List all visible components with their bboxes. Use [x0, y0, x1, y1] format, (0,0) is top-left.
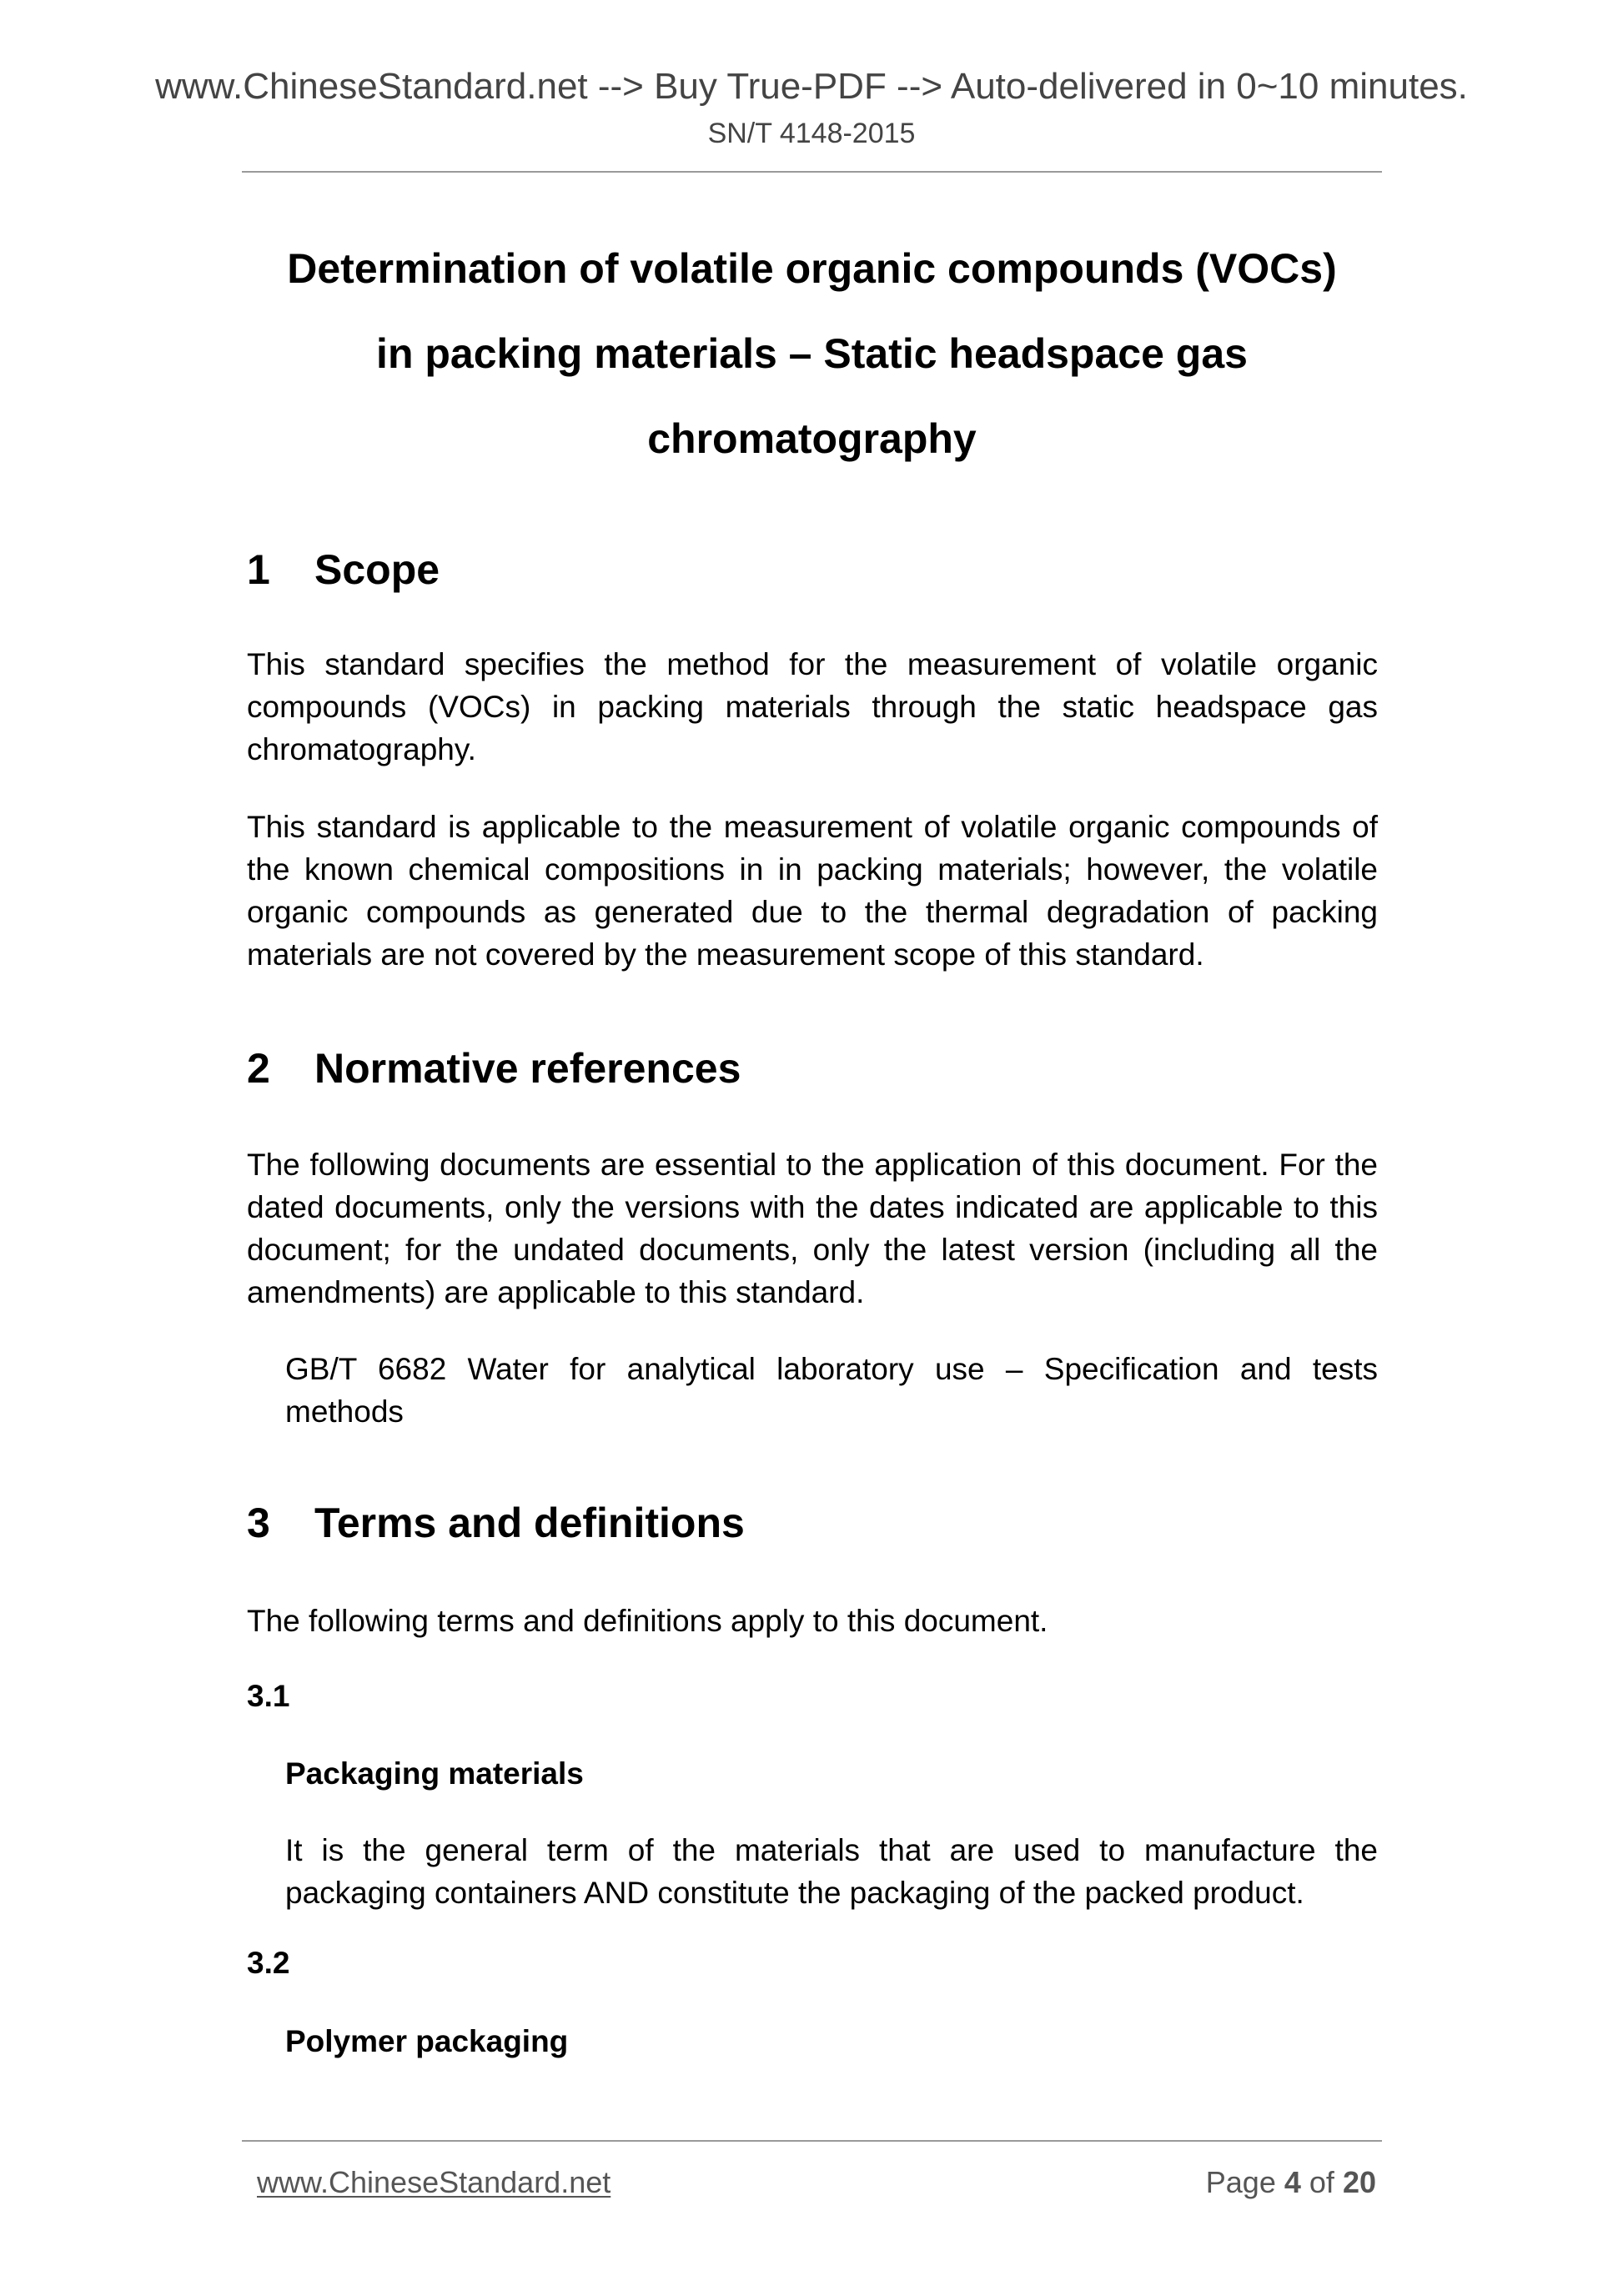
header-divider: [242, 171, 1382, 173]
page-prefix: Page: [1205, 2165, 1276, 2199]
term-polymer-packaging: Polymer packaging: [285, 2024, 569, 2058]
terms-intro-paragraph: The following terms and definitions apply to this document.: [247, 1604, 1048, 1638]
title-line-1: Determination of volatile organic compounds (VOCs): [287, 245, 1337, 292]
footer-website-link[interactable]: www.ChineseStandard.net: [257, 2165, 611, 2199]
section-number: 3: [247, 1500, 270, 1546]
scope-paragraph-2: This standard is applicable to the measurement of volatile organic compounds of the known chemical compositions in in packing materials; however, the volatile organic compounds as generated due to the thermal degradation of packing materials are not covered by the measurement scope of this standard.: [247, 810, 1378, 972]
scope-paragraph-1: This standard specifies the method for the measurement of volatile organic compounds (VOCs) in packing materials through the static headspace gas chromatography.: [247, 647, 1378, 766]
page-of: of: [1309, 2165, 1334, 2199]
page-indicator: [1206, 2165, 1376, 2200]
section-heading-terms-and-definitions: [247, 1498, 745, 1548]
term-number-3-2: 3.2: [247, 1946, 290, 1980]
title-line-2: in packing materials – Static headspace gas: [376, 330, 1248, 377]
reference-item: GB/T 6682 Water for analytical laboratory use – Specification and tests methods: [285, 1352, 1378, 1429]
section-title: Scope: [314, 546, 440, 593]
term-packaging-materials: Packaging materials: [285, 1756, 584, 1791]
term-definition-packaging-materials: It is the general term of the materials that are used to manufacture the packaging containers AND constitute the packaging of the packed product.: [285, 1833, 1378, 1910]
section-heading-scope: [247, 545, 440, 595]
title-line-3: chromatography: [647, 415, 977, 462]
total-page-count: 20: [1342, 2165, 1376, 2199]
section-title: Normative references: [314, 1045, 741, 1092]
term-number-3-1: 3.1: [247, 1679, 290, 1713]
section-title: Terms and definitions: [314, 1500, 745, 1546]
footer-divider: [242, 2140, 1382, 2142]
section-heading-normative-references: [247, 1043, 741, 1093]
normative-references-paragraph: The following documents are essential to the application of this document. For the dated documents, only the versions with the dates indicated are applicable to this document; for the undated documents, only the latest version (including all the amendments) are applicable to this standard.: [247, 1148, 1378, 1309]
section-number: 1: [247, 546, 270, 593]
header-banner: www.ChineseStandard.net --> Buy True-PDF --> Auto-delivered in 0~10 minutes.: [155, 66, 1468, 107]
standard-code: SN/T 4148-2015: [707, 118, 916, 149]
document-title: [242, 226, 1382, 481]
section-number: 2: [247, 1045, 270, 1092]
current-page-number: 4: [1284, 2165, 1301, 2199]
